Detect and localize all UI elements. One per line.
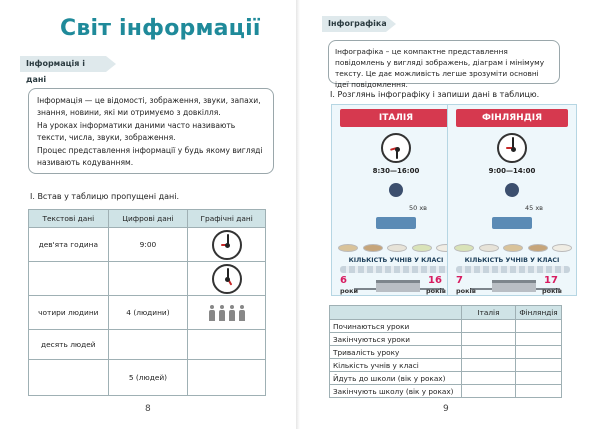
table-cell-text	[29, 262, 109, 296]
table-cell-text: чотири людини	[29, 296, 109, 330]
table-cell-text: десять людей	[29, 330, 109, 360]
page-number: 8	[145, 404, 151, 414]
infographic-definition-box: Інфографіка – це компактне представлення повідомлень у вигляді зображень, діаграм і мінімуму тексту. Це дає можливість легше зрозуміти основні ідеї повідомлення.	[328, 40, 560, 84]
clock-icon	[212, 230, 242, 260]
lunch-icons	[338, 239, 456, 253]
age-start: 6	[340, 275, 347, 286]
table-cell-graphic	[188, 262, 266, 296]
desk-icon	[376, 217, 416, 229]
age-start-unit: роки	[340, 287, 359, 295]
table-cell-digital: 4 (людини)	[108, 296, 188, 330]
section-tag-info: Інформація і дані	[20, 56, 106, 72]
table-cell-graphic	[188, 228, 266, 262]
row-label: Починаються уроки	[330, 320, 462, 333]
students-count-bar	[340, 266, 454, 273]
comparison-table	[329, 305, 562, 398]
input-cell[interactable]	[462, 333, 516, 346]
row-label: Кількість учнів у класі	[330, 359, 462, 372]
table-cell-graphic	[188, 360, 266, 396]
student-icon	[505, 183, 519, 197]
country-header: ФІНЛЯНДІЯ	[456, 109, 568, 127]
col-header: Фінляндія	[516, 306, 562, 320]
row-label: Тривалість уроку	[330, 346, 462, 359]
input-cell[interactable]	[516, 372, 562, 385]
age-end: 17	[544, 275, 558, 286]
input-cell[interactable]	[516, 333, 562, 346]
age-start-unit: років	[456, 287, 476, 295]
input-cell[interactable]	[462, 372, 516, 385]
school-hours: 9:00—14:00	[488, 167, 536, 175]
students-count-label: КІЛЬКІСТЬ УЧНІВ У КЛАСІ	[348, 257, 444, 264]
table-cell-digital: 9:00	[108, 228, 188, 262]
table-cell-digital	[108, 330, 188, 360]
input-cell[interactable]	[516, 385, 562, 398]
country-header: ІТАЛІЯ	[340, 109, 452, 127]
table-cell-digital: 5 (людей)	[108, 360, 188, 396]
finland-infographic	[447, 104, 577, 296]
table-cell-graphic	[188, 330, 266, 360]
school-building-icon	[376, 280, 420, 292]
students-count-label: КІЛЬКІСТЬ УЧНІВ У КЛАСІ	[464, 257, 560, 264]
input-cell[interactable]	[462, 320, 516, 333]
table-cell-text	[29, 360, 109, 396]
task-instruction: І. Встав у таблицю пропущені дані.	[30, 192, 180, 201]
info-paragraph: Процес представлення інформації у будь якому вигляді називають кодуванням.	[37, 146, 263, 167]
info-paragraph: Інформація — це відомості, зображення, звуки, запахи, знання, новини, які ми отримуємо з довкілля.	[37, 96, 261, 117]
school-hours: 8:30—16:00	[372, 167, 420, 175]
row-label: Йдуть до школи (вік у роках)	[330, 372, 462, 385]
input-cell[interactable]	[462, 359, 516, 372]
lesson-duration: 45 хв	[524, 204, 543, 212]
student-icon	[389, 183, 403, 197]
italy-infographic	[331, 104, 461, 296]
age-end-unit: років	[542, 287, 562, 295]
school-building-icon	[492, 280, 536, 292]
input-cell[interactable]	[462, 385, 516, 398]
school-age-range	[336, 275, 458, 295]
input-cell[interactable]	[516, 346, 562, 359]
info-paragraph: На уроках інформатики даними часто називають тексти, числа, звуки, зображення.	[37, 121, 236, 142]
school-age-range	[452, 275, 574, 295]
desk-icon	[492, 217, 532, 229]
page-title: Світ інформації	[60, 16, 261, 41]
input-cell[interactable]	[516, 359, 562, 372]
page-number: 9	[443, 404, 449, 414]
students-count-bar	[456, 266, 570, 273]
table-cell-graphic	[188, 296, 266, 330]
four-people-icon	[188, 305, 265, 321]
data-types-table	[28, 209, 266, 396]
section-tag-infographic: Інфографіка	[322, 16, 386, 32]
row-label: Закінчуються уроки	[330, 333, 462, 346]
col-header: Італія	[462, 306, 516, 320]
row-label: Закінчують школу (вік у роках)	[330, 385, 462, 398]
clock-icon	[381, 133, 411, 163]
table-cell-digital	[108, 262, 188, 296]
input-cell[interactable]	[516, 320, 562, 333]
col-header: Цифрові дані	[108, 210, 188, 228]
clock-icon	[497, 133, 527, 163]
age-end-unit: років	[426, 287, 446, 295]
left-page	[0, 0, 296, 429]
col-header	[330, 306, 462, 320]
col-header: Графічні дані	[188, 210, 266, 228]
lesson-duration: 50 хв	[408, 204, 427, 212]
col-header: Текстові дані	[29, 210, 109, 228]
lunch-icons	[454, 239, 572, 253]
task-instruction: I. Розглянь інфографіку і запиши дані в таблицю.	[330, 90, 540, 99]
age-start: 7	[456, 275, 463, 286]
age-end: 16	[428, 275, 442, 286]
table-cell-text: дев'ята година	[29, 228, 109, 262]
input-cell[interactable]	[462, 346, 516, 359]
clock-icon	[212, 264, 242, 294]
info-definition-box	[28, 88, 274, 174]
